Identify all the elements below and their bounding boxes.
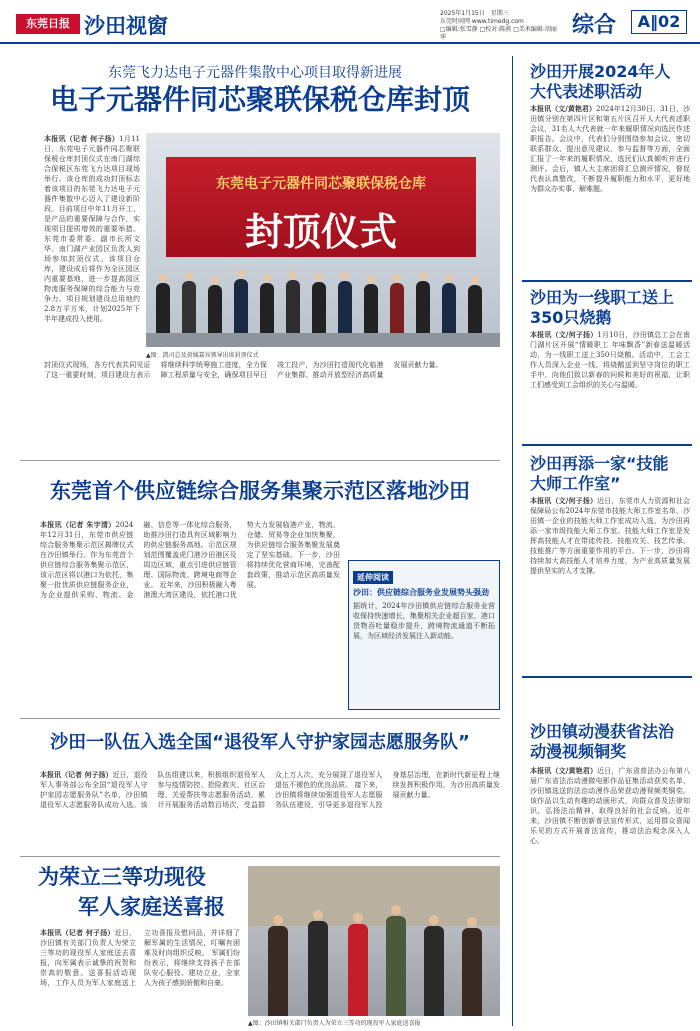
sidebar-byline-4: 本报讯（文/黄艳君） xyxy=(530,766,598,775)
stage-backdrop xyxy=(166,157,476,257)
sidebar-body-1 xyxy=(530,104,690,276)
lead-caption: ▲图：凯司总及黄姨嘉宾领导出席封顶仪式 xyxy=(146,352,259,359)
family-member-figure xyxy=(348,924,368,1016)
sidebar-body-3 xyxy=(530,496,690,672)
family-member-figure xyxy=(386,916,406,1016)
sidebar-title-2: 沙田为一线职工送上350只烧鹅 xyxy=(530,288,675,327)
story3-byline: 本报讯（记者 何子扬） xyxy=(40,770,113,779)
story3-body2-text: 接下来，沙田镇将继续加强退役军人志愿服务队伍建设，引导更多退役军人投身基层治理，在新时代新征程上继续发挥积极作用，为沙田高质量发展贡献力量。 xyxy=(275,771,500,809)
story4-body-text: 近日，沙田镇有关部门负责人为荣立三等功的现役军人家庭送去喜报，向军属表示诚挚的祝贺和崇高的敬意。送喜报活动现场，工作人员为军人家庭送上立功喜报及慰问品，并详细了解军属的生活情况，叮嘱有困难及时向组织反映。 xyxy=(40,929,240,987)
story2-body2-text: 近年来，沙田积极融入粤港澳大湾区建设，依托港口优势大力发展临港产业，物流、仓储、贸易等企业加快集聚，为供应链综合服务集聚发展奠定了坚实基础。下一步，沙田将持续优化营商环境，完善配套政策，推动示范区高质量发展。 xyxy=(143,521,340,599)
lead-body xyxy=(44,134,140,344)
sidebar-title-1: 沙田开展2024年人大代表述职活动 xyxy=(530,62,671,101)
story4-byline: 本报讯（记者 何子扬） xyxy=(40,928,115,937)
story4-headline-line2: 军人家庭送喜报 xyxy=(78,895,225,919)
story4-body xyxy=(40,928,240,1024)
related-reading-body: 据统计，2024年沙田镇供应链综合服务业营收保持快速增长，集聚相关企业超百家，港口货物吞吐量稳步提升，跨境物流通道不断拓展，为区域经济发展注入新动能。 xyxy=(353,602,495,640)
date-line: 2025年1月15日 星期三 xyxy=(440,10,509,17)
story3-body xyxy=(40,770,500,850)
story3-headline: 沙田一队伍入选全国“退役军人守护家园志愿服务队” xyxy=(50,732,470,753)
ceremony-photo xyxy=(146,133,500,347)
sidebar-byline-2: 本报讯（文/何子扬） xyxy=(530,330,598,339)
sidebar-rule xyxy=(522,280,692,282)
family-member-figure xyxy=(308,921,328,1016)
section-title: 沙田视窗 xyxy=(84,14,168,38)
sidebar-byline-1: 本报讯（文/黄艳君） xyxy=(530,104,597,113)
story2-body xyxy=(40,520,340,710)
family-member-figure xyxy=(424,926,444,1016)
editors-line: □编辑:张雪静 □校对:陈燕 □美术编辑:胡丽华 xyxy=(440,26,557,41)
lead-body-text: 1月11日，东莞电子元器件同芯聚联保税仓库封顶仪式在南门湖综合保税区东莞飞力达项目现场举行。该仓库的成功封顶标志着该项目的东莞飞力达电子元器件集散中心迈入了建设新阶段。目前项目中年11月开工，是产品的重要保障与合作，实现项目提质增效的重要举措。东莞市委常委、副市长所文华、南门湖产业园区负责人到场参加封顶仪式。该项目仓库，建设成后将作为全区园区内重要基地，进一步提高园区物流服务保障的综合能力与竞争力。项目规划建设总用地约2.8万平方米，计划2025年下半年建成投入使用。 xyxy=(44,135,140,323)
related-reading-head: 延伸阅读 xyxy=(353,571,393,584)
story2-body-text: 2024年12月31日，东莞市供应链综合服务集聚示范区揭牌仪式在沙田镇举行。作为东莞首个供应链综合服务集聚示范区，该示范区将以港口为依托，集聚一批优质供应链服务企业，为企业提供采购、物流、金融、信息等一体化综合服务，助推沙田打造具有区域影响力的供应链服务高地。示范区规划范围覆盖虎门港沙田港区及周边区域，重点引进供应链管理、国际物流、跨境电商等企业。 xyxy=(40,521,237,599)
related-reading-box xyxy=(348,560,500,710)
lead-kicker: 东莞飞力达电子元器件集散中心项目取得新进展 xyxy=(108,65,402,81)
story4-body2-text: 军属们纷纷表示，将继续支持孩子在部队安心服役、建功立业，全家人为孩子感到骄傲和自豪。 xyxy=(144,949,240,987)
page-label: 综合 xyxy=(572,13,617,38)
sidebar-text-4: 近日，广东省普法办公布第八届广东省法治动漫微电影作品征集活动获奖名单，沙田镇选送的法治动漫作品荣获动漫视频类铜奖。该作品以生动有趣的动画形式，向群众普及法律知识，弘扬法治精神，取得良好的社会反响。近年来，沙田镇不断创新普法宣传形式，运用群众喜闻乐见的方式开展普法宣传，推动法治观念深入人心。 xyxy=(530,767,690,845)
story4-headline xyxy=(20,862,250,922)
story2-headline: 东莞首个供应链综合服务集聚示范区落地沙田 xyxy=(50,479,470,503)
banner-text: 东莞电子元器件同芯聚联保税仓库 xyxy=(216,176,426,192)
sidebar-body-4 xyxy=(530,766,690,1022)
sidebar-title-4: 沙田镇动漫获省法治动漫视频铜奖 xyxy=(530,722,675,761)
divider xyxy=(20,856,500,857)
sidebar-rule xyxy=(522,676,692,678)
date-block xyxy=(440,10,558,42)
lead-body2-text: 封顶仪式现场，各方代表共同见证了这一重要时刻，项目建设方表示将继续科学统筹施工进度，全力保障工程质量与安全，确保项目早日竣工投产，为沙田打造现代化临港产业集群、推动开放型经济高质量发展贡献力量。 xyxy=(44,361,443,379)
guests-row xyxy=(156,253,490,343)
newspaper-logo: 东莞日报 xyxy=(16,14,80,34)
masthead xyxy=(0,0,700,44)
story4-headline-line1: 为荣立三等功现役 xyxy=(38,865,206,889)
sidebar-title-3: 沙田再添一家“技能大师工作室” xyxy=(530,454,669,493)
sidebar-rule xyxy=(522,444,692,446)
divider xyxy=(20,460,500,461)
family-member-figure xyxy=(268,926,288,1016)
related-reading-title: 沙田：供应链综合服务业发展势头强劲 xyxy=(353,588,489,597)
lead-byline: 本报讯（记者 何子扬） xyxy=(44,134,120,143)
family-member-figure xyxy=(462,928,482,1016)
lead-headline: 电子元器件同芯聚联保税仓库封顶 xyxy=(49,83,470,116)
divider xyxy=(20,718,500,719)
sidebar-text-1: 2024年12月30日、31日，沙田镇分别在第四片区和第五片区召开人大代表述职会议，31名人大代表就一年来履职情况向选民作述职报告。会议中，代表们分别围绕参加会议、密切联系群众、提出意见建议、参与监督等方面，全面汇报了一年来的履职情况，选民们认真倾听并进行测评。会后，镇人大主席团将汇总测评情况，督促代表认真整改，不断提升履职能力和水平，更好地为群众办实事、解难题。 xyxy=(530,105,690,193)
sidebar-text-3: 近日，东莞市人力资源和社会保障局公布2024年东莞市技能大师工作室名单，沙田镇一企业的技能大师工作室成功入选，为沙田再添一家市级技能大师工作室。技能大师工作室是发挥高技能人才在带徒传技、技能攻关、技艺传承、技能推广等方面重要作用的平台。下一步，沙田将持续加大高技能人才培养力度，为产业高质量发展提供坚实的人才支撑。 xyxy=(530,497,690,575)
sidebar-text-2: 1月10日，沙田镇总工会在南门湖片区开展“情暖职工 年味飘香”新春送温暖活动，为一线职工送上350只烧鹅。活动中，工会工作人员深入企业一线，将烧鹅送到坚守岗位的职工手中，向他们致以新春的问候和美好的祝福，让职工们感受到工会组织的关心与温暖。 xyxy=(530,331,690,389)
story2-byline: 本报讯（记者 朱宇清） xyxy=(40,520,116,529)
page-number: A‖02 xyxy=(631,10,687,34)
sidebar-body-2 xyxy=(530,330,690,440)
sidebar-divider xyxy=(512,56,513,1026)
lead-body-continued xyxy=(44,360,500,460)
website-line: 东莞时间网 www.timedg.com xyxy=(440,18,524,25)
soldier-family-photo xyxy=(248,866,500,1016)
sidebar-byline-3: 本报讯（文/何子扬） xyxy=(530,496,598,505)
story3-body-text: 近日，退役军人事务部公布全国“退役军人守护家园志愿服务队”名单，沙田镇退役军人志愿服务队成功入选。该队伍组建以来，积极组织退役军人参与疫情防控、抢险救灾、社区治理、关爱帮扶等志愿服务活动，累计开展服务活动数百场次，受益群众上万人次，充分展现了退役军人退伍不褪色的优良品质。 xyxy=(40,771,383,809)
story4-caption: ▲图：沙田镇相关部门负责人为荣立三等功的现役军人家庭送喜报 xyxy=(248,1020,421,1027)
ceremony-text: 封顶仪式 xyxy=(244,210,397,254)
